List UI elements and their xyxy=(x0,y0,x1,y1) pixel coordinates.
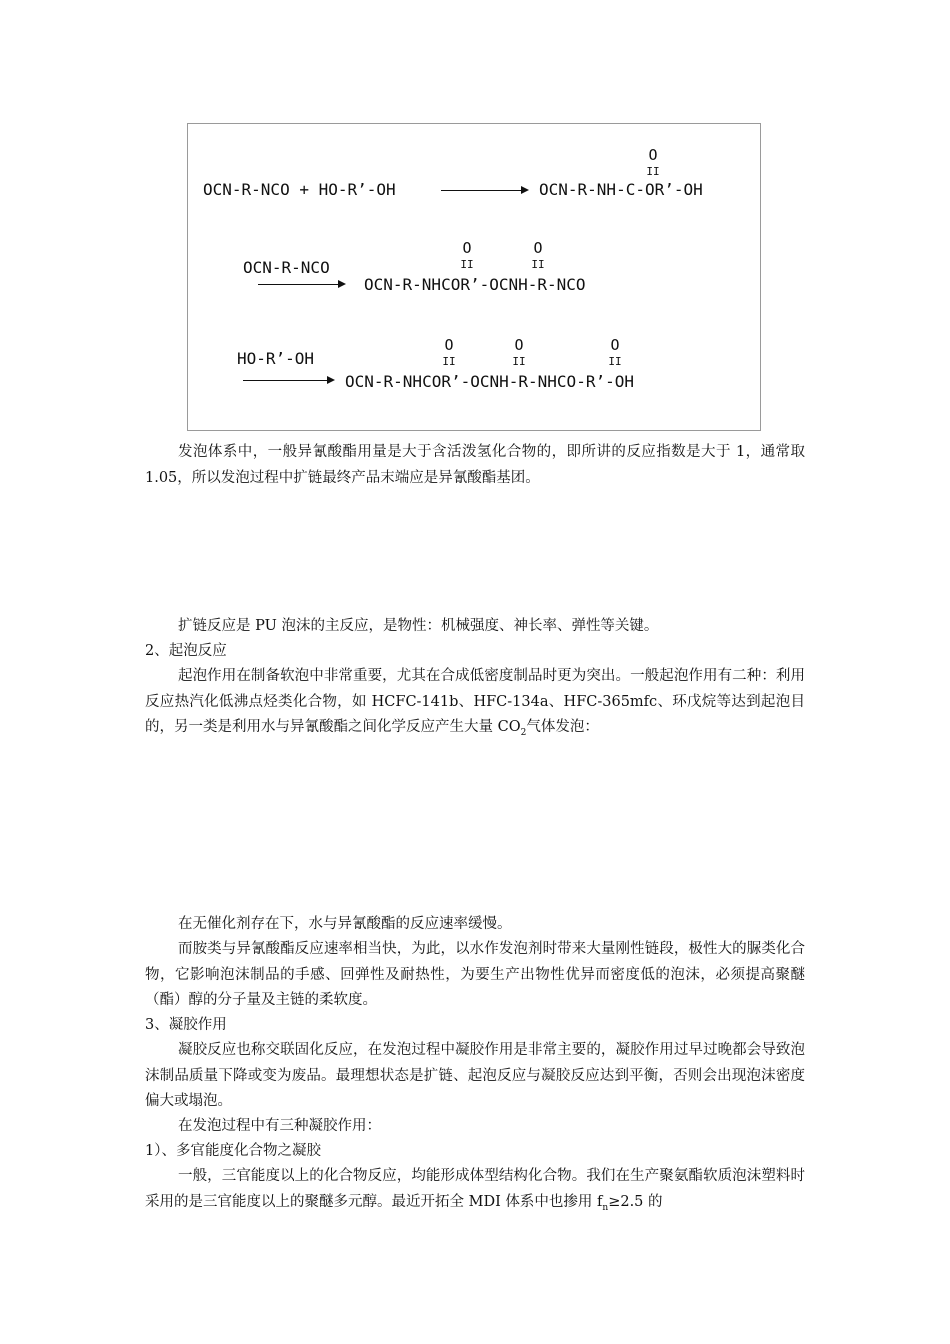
row2-reagent: OCN-R-NCO xyxy=(243,258,330,277)
carbonyl-oxygen: O xyxy=(444,336,454,354)
paragraph-reaction-index: 发泡体系中，一般异氰酸酯用量是大于含活泼氢化合物的，即所讲的反应指数是大于 1，通常取 1.05，所以发泡过程中扩链最终产品末端应是异氰酸酯基团。 xyxy=(145,444,805,486)
paragraph-no-catalyst: 在无催化剂存在下，水与异氰酸酯的反应速率缓慢。 xyxy=(178,916,512,932)
row1-product: OCN-R-NH-C-OR’-OH xyxy=(539,180,703,199)
double-bond-mark: II xyxy=(512,355,526,368)
carbonyl-oxygen: O xyxy=(462,239,472,257)
double-bond-mark: II xyxy=(531,258,545,271)
paragraph-foaming: 起泡作用在制备软泡中非常重要，尤其在合成低密度制品时更为突出。一般起泡作用有二种：利用反应热汽化低沸点烃类化合物，如 HCFC-141b、HFC-134a、HFC-365mfc、环戊烷等达到起泡目的，另一类是利用水与异氰酸酯之间化学反应产生大量 $CO_2$气体发泡： xyxy=(145,668,805,738)
carbonyl-oxygen: O xyxy=(648,146,658,164)
paragraph-chain-extension: 扩链反应是 PU 泡沫的主反应，是物性：机械强度、神长率、弹性等关键。 xyxy=(178,618,659,634)
row1-arrow-head xyxy=(521,186,529,194)
row3-arrow xyxy=(243,380,327,381)
row2-arrow-head xyxy=(338,280,346,288)
row1-reactants: OCN-R-NCO + HO-R’-OH xyxy=(203,180,396,199)
section-heading-foaming: 2、起泡反应 xyxy=(145,643,227,659)
row1-arrow xyxy=(441,190,521,191)
double-bond-mark: II xyxy=(608,355,622,368)
double-bond-mark: II xyxy=(646,165,660,178)
double-bond-mark: II xyxy=(460,258,474,271)
section-heading-gelling: 3、凝胶作用 xyxy=(145,1017,227,1033)
row2-arrow xyxy=(258,284,338,285)
carbonyl-oxygen: O xyxy=(514,336,524,354)
carbonyl-oxygen: O xyxy=(610,336,620,354)
paragraph-three-gelling: 在发泡过程中有三种凝胶作用： xyxy=(178,1118,381,1134)
row2-product: OCN-R-NHCOR’-OCNH-R-NCO xyxy=(364,275,586,294)
row3-product: OCN-R-NHCOR’-OCNH-R-NHCO-R’-OH xyxy=(345,372,634,391)
paragraph-amine-reaction: 而胺类与异氰酸酯反应速率相当快，为此，以水作发泡剂时带来大量刚性链段，极性大的脲类化合物，它影响泡沫制品的手感、回弹性及耐热性，为要生产出物性优异而密度低的泡沫，必须提高聚醚（酯）醇的分子量及主链的柔软度。 xyxy=(145,941,805,1008)
subsection-heading-multifunctional: 1）、多官能度化合物之凝胶 xyxy=(145,1143,321,1159)
paragraph-multifunctional: 一般，三官能度以上的化合物反应，均能形成体型结构化合物。我们在生产聚氨酯软质泡沫塑料时采用的是三官能度以上的聚醚多元醇。最近开拓全 MDI 体系中也掺用 $f_n\ge 2.5$ 的 xyxy=(145,1168,805,1213)
row3-arrow-head xyxy=(327,376,335,384)
carbonyl-oxygen: O xyxy=(533,239,543,257)
row3-reagent: HO-R’-OH xyxy=(237,349,315,368)
double-bond-mark: II xyxy=(442,355,456,368)
paragraph-gelling: 凝胶反应也称交联固化反应，在发泡过程中凝胶作用是非常主要的，凝胶作用过早过晚都会导致泡沫制品质量下降或变为废品。最理想状态是扩链、起泡反应与凝胶反应达到平衡，否则会出现泡沫密度偏大或塌泡。 xyxy=(145,1042,805,1109)
